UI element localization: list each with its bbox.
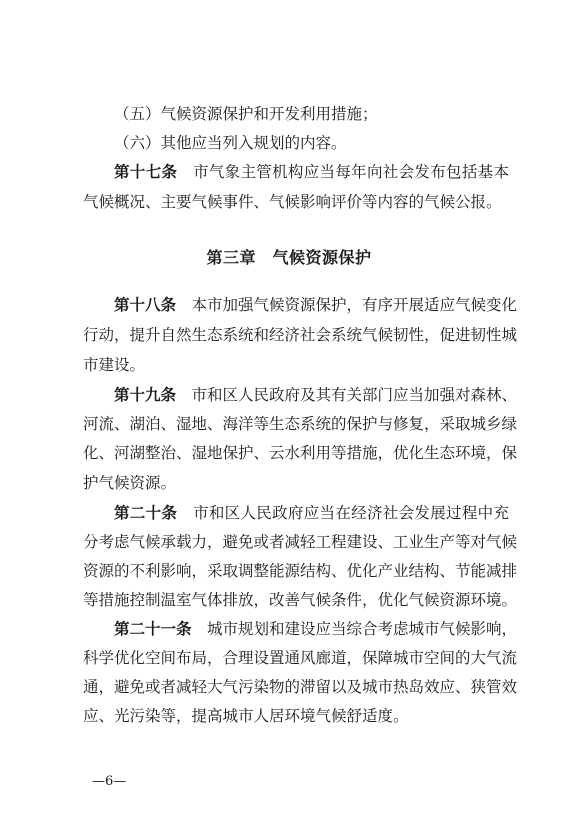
list-item-text: （五）气候资源保护和开发利用措施； [114, 105, 378, 123]
article-20-line-4 [83, 590, 518, 610]
article-21-line-4 [83, 706, 509, 726]
article-21-text: 通，避免或者减轻大气污染物的滞留以及城市热岛效应、狭管效 [83, 678, 518, 696]
article-18-line-2 [83, 325, 518, 345]
article-19-text: 化、河湖整治、湿地保护、云水利用等措施，优化生态环境，保 [83, 444, 518, 462]
article-19-text: 市和区人民政府及其有关部门应当加强对森林、 [191, 386, 518, 404]
article-21-label: 第二十一条 [114, 619, 192, 638]
article-19-text: 河流、湖泊、湿地、海洋等生态系统的保护与修复，采取城乡绿 [83, 415, 518, 433]
article-20-text: 分考虑气候承载力，避免或者减轻工程建设、工业生产等对气候 [83, 533, 518, 551]
article-21-line-1 [114, 619, 518, 639]
article-19-text: 护气候资源。 [83, 474, 177, 492]
article-17-text: 气候概况、主要气候事件、气候影响评价等内容的气候公报。 [83, 193, 502, 211]
article-19-line-4 [83, 473, 509, 493]
article-18-text: 本市加强气候资源保护，有序开展适应气候变化 [191, 296, 518, 314]
article-20-line-1 [114, 503, 509, 523]
article-18-text: 行动，提升自然生态系统和经济社会系统气候韧性，促进韧性城 [83, 326, 518, 344]
article-19-line-3 [83, 443, 518, 463]
list-item-text: （六）其他应当列入规划的内容。 [114, 134, 347, 152]
list-item-6 [114, 133, 509, 153]
article-21-text: 城市规划和建设应当综合考虑城市气候影响， [207, 620, 518, 638]
article-21-text: 应、光污染等，提高城市人居环境气候舒适度。 [83, 707, 409, 725]
article-17-line-1 [114, 162, 509, 182]
article-18-text: 市建设。 [83, 356, 146, 374]
article-18-label: 第十八条 [114, 295, 177, 314]
list-item-5 [114, 104, 509, 124]
article-18-line-3 [83, 355, 509, 375]
article-20-text: 市和区人民政府应当在经济社会发展过程中充 [193, 504, 509, 522]
article-17-label: 第十七条 [114, 162, 178, 181]
article-19-line-1 [114, 385, 518, 405]
chapter-heading: 第三章 气候资源保护 [206, 248, 372, 267]
article-18-line-1 [114, 295, 518, 315]
article-21-text: 科学优化空间布局，合理设置通风廊道，保障城市空间的大气流 [83, 649, 518, 667]
article-20-label: 第二十条 [114, 503, 178, 522]
page-number: —6— [92, 774, 127, 789]
article-21-line-3 [83, 677, 518, 697]
article-20-text: 等措施控制温室气体排放，改善气候条件，优化气候资源环境。 [83, 591, 518, 609]
article-21-line-2 [83, 648, 518, 668]
article-17-text: 市气象主管机构应当每年向社会发布包括基本 [193, 163, 509, 181]
article-19-label: 第十九条 [114, 385, 177, 404]
article-20-line-3 [83, 561, 518, 581]
article-19-line-2 [83, 414, 518, 434]
article-20-line-2 [83, 532, 518, 552]
article-20-text: 资源的不利影响，采取调整能源结构、优化产业结构、节能减排 [83, 562, 518, 580]
article-17-line-2 [83, 192, 509, 212]
